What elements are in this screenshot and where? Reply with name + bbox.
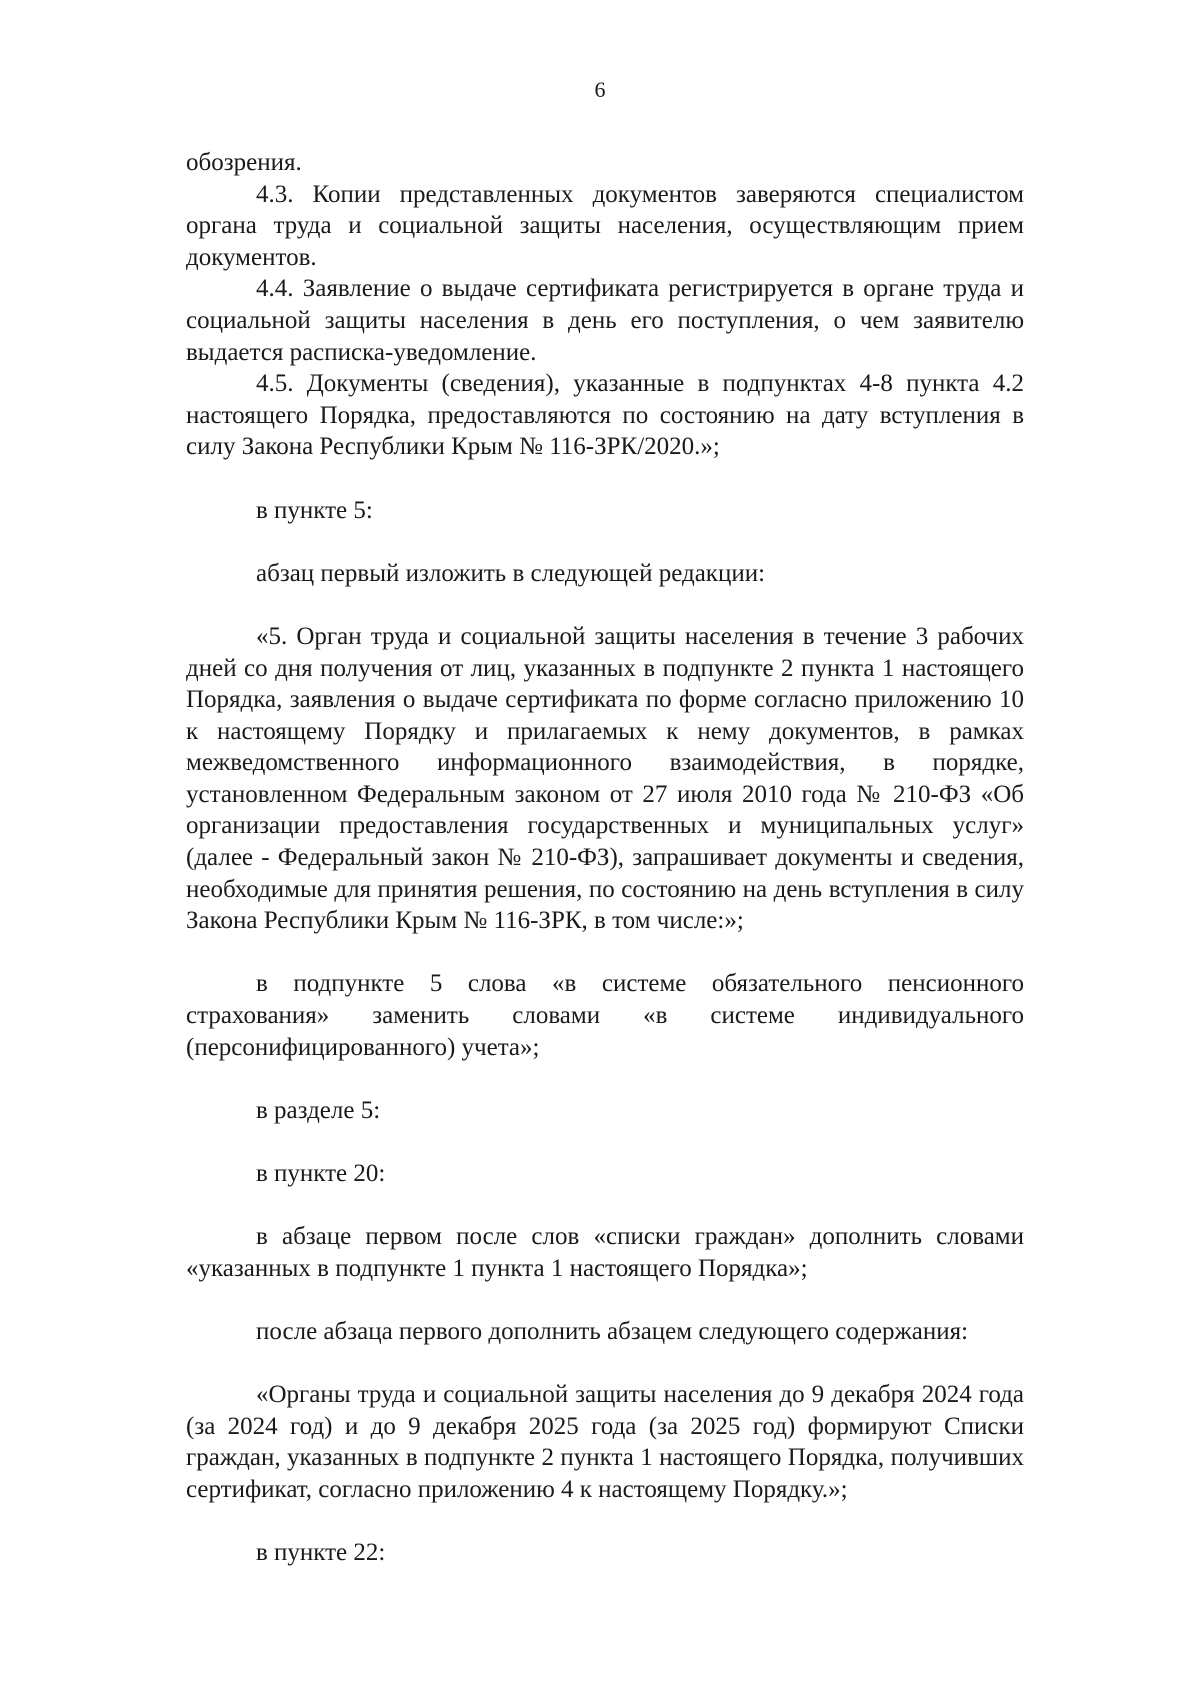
paragraph-4-3: 4.3. Копии представленных документов заверяются специалистом органа труда и социальной защиты населения, осуществляющим прием документов. [186, 180, 1024, 271]
paragraph-4-5: 4.5. Документы (сведения), указанные в подпунктах 4-8 пункта 4.2 настоящего Порядка, предоставляются по состоянию на дату вступления в силу Закона Республики Крым № 116-ЗРК/2020.»; [186, 370, 1024, 461]
document-body [186, 147, 1024, 1569]
paragraph-point-20: в пункте 20: [256, 1160, 386, 1187]
paragraph-in-point-5: в пункте 5: [256, 496, 373, 524]
paragraph-new-abzac-text: «Органы труда и социальной защиты населения до 9 декабря 2024 года (за 2024 год) и до 9 декабря 2025 года (за 2025 год) формируют Списки граждан, указанных в подпункте 2 пункта 1 настоящего Порядка, получивших сертификат, согласно приложению 4 к настоящему Порядку.»; [186, 1381, 1024, 1503]
page-number: 6 [594, 77, 606, 102]
paragraph-after-first-abzac: после абзаца первого дополнить абзацем следующего содержания: [256, 1317, 969, 1345]
paragraph-first-abzac-addition: в абзаце первом после слов «списки граждан» дополнить словами «указанных в подпункте 1 пункта 1 настоящего Порядка»; [186, 1223, 1024, 1282]
paragraph-point-22: в пункте 22: [256, 1539, 386, 1567]
paragraph-section-5: в разделе 5: [256, 1096, 381, 1124]
paragraph-4-4: 4.4. Заявление о выдаче сертификата регистрируется в органе труда и социальной защиты населения в день его поступления, о чем заявителю выдается расписка-уведомление. [186, 275, 1024, 366]
paragraph-subpoint-5: в подпункте 5 слова «в системе обязательного пенсионного страхования» заменить словами «в системе индивидуального (персонифицированного) учета»; [186, 970, 1024, 1061]
paragraph-point-5-text: «5. Орган труда и социальной защиты населения в течение 3 рабочих дней со дня получения от лиц, указанных в подпункте 2 пункта 1 настоящего Порядка, заявления о выдаче сертификата по форме согласно приложению 10 к настоящему Порядку и прилагаемых к нему документов, в рамках межведомственного информационного взаимодействия, в порядке, установленном Федеральным законом от 27 июля 2010 года № 210-ФЗ «Об организации предоставления государственных и муниципальных услуг» (далее - Федеральный закон № 210-ФЗ), запрашивает документы и сведения, необходимые для принятия решения, по состоянию на день вступления в силу Закона Республики Крым № 116-ЗРК, в том числе:»; [186, 622, 1024, 935]
paragraph-continuation: обозрения. [186, 149, 302, 176]
paragraph-first-abzac: абзац первый изложить в следующей редакции: [256, 559, 766, 587]
